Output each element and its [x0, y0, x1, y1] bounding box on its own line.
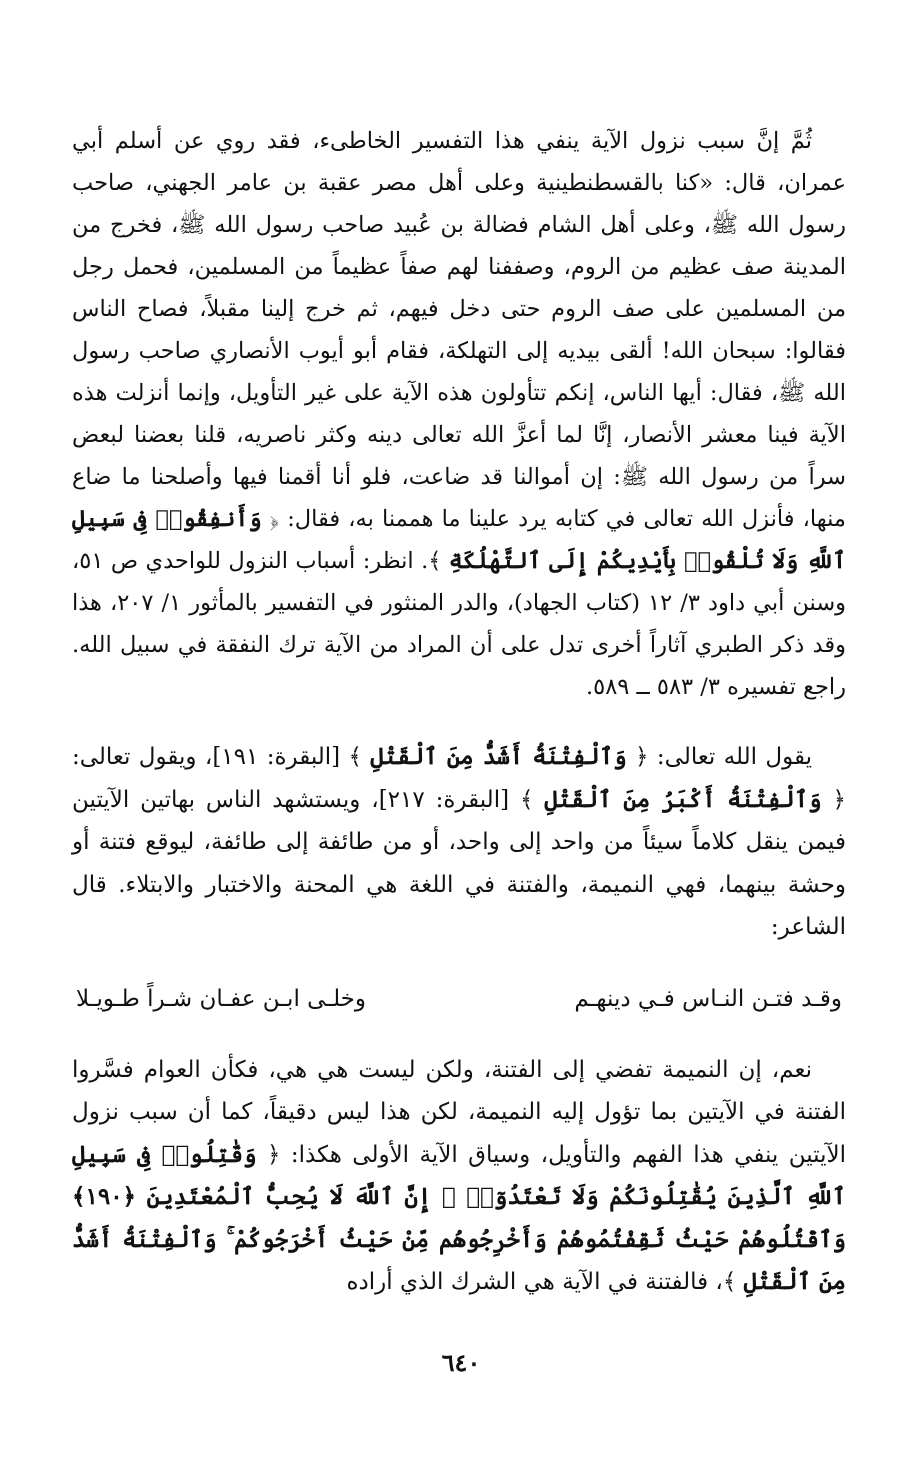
footnote-references: . انظر: أسباب النزول للواحدي ص ٥١، وسنن أبي داود ٣/ ١٢ (كتاب الجهاد)، والدر المنثور في التفسير بالمأثور ١/ ٢٠٧، هذا وقد ذكر الطبري آثاراً أخرى تدل على أن المراد من الآية ترك النفقة في سبيل الله. راجع تفسيره ٣/ ٥٨٣ ــ ٥٨٩. [72, 548, 847, 700]
ornate-bracket-open: ﴿ [832, 786, 847, 813]
verse-first-hemistich: وقـد فتـن النـاس فـي دينهـم [574, 985, 842, 1012]
ornate-bracket-close: ﴾ [519, 786, 534, 813]
quran-verse: وَأَنفِقُوا۟ فِى سَبِيلِ ٱللَّهِ وَلَا تُلْقُوا۟ بِأَيْدِيكُمْ إِلَى ٱلتَّهْلُكَةِ [72, 506, 847, 574]
body-text: [البقرة: ٢١٧]، ويستشهد الناس بهاتين الآيتين فيمن ينقل كلاماً سيئاً من واحد إلى واحد، أو من طائفة إلى طائفة، ليوقع فتنة أو وحشة بينهما، فهي النميمة، والفتنة في اللغة هي المحنة والاختبار والابتلاء. قال الشاعر: [72, 786, 846, 940]
quran-verse: وَقَٰتِلُوا۟ فِى سَبِيلِ ٱللَّهِ ٱلَّذِينَ يُقَٰتِلُونَكُمْ وَلَا تَعْتَدُوٓا۟ ۚ إِنَّ ٱللَّهَ لَا يُحِبُّ ٱلْمُعْتَدِينَ ﴿١٩٠﴾ وَٱقْتُلُوهُمْ حَيْثُ ثَقِفْتُمُوهُمْ وَأَخْرِجُوهُم مِّنْ حَيْثُ أَخْرَجُوكُمْ ۚ وَٱلْفِتْنَةُ أَشَدُّ مِنَ ٱلْقَتْلِ [72, 1140, 846, 1295]
body-paragraph [72, 1049, 846, 1304]
footnote-section [72, 120, 846, 708]
ornate-bracket-open: ﴿ [269, 506, 280, 532]
footnote-text: ثُمَّ إنَّ سبب نزول الآية ينفي هذا التفسير الخاطىء، فقد روي عن أسلم أبي عمران، قال: «كنا بالقسطنطينية وعلى أهل مصر عقبة بن عامر الجهني، صاحب رسول الله ﷺ، وعلى أهل الشام فضالة بن عُبيد صاحب رسول الله ﷺ، فخرج من المدينة صف عظيم من الروم، وصففنا لهم صفاً عظيماً من المسلمين، فحمل رجل من المسلمين على صف الروم حتى دخل فيهم، ثم خرج إلينا مقبلاً، فصاح الناس فقالوا: سبحان الله! ألقى بيديه إلى التهلكة، فقام أبو أيوب الأنصاري صاحب رسول الله ﷺ، فقال: أيها الناس، إنكم تتأولون هذه الآية على غير التأويل، وإنما أنزلت هذه الآية فينا معشر الأنصار، إنَّا لما أعزَّ الله تعالى دينه وكثر ناصريه، قلنا بعضنا لبعض سراً من رسول الله ﷺ: إن أموالنا قد ضاعت، فلو أنا أقمنا فيها وأصلحنا ما ضاع منها، فأنزل الله تعالى في كتابه يرد علينا ما هممنا به، فقال: [72, 128, 846, 532]
quran-verse: وَٱلْفِتْنَةُ أَكْبَرُ مِنَ ٱلْقَتْلِ [544, 785, 822, 813]
main-text [72, 736, 846, 1304]
ornate-bracket-close: ﴾ [428, 548, 442, 574]
body-text: ، فالفتنة في الآية هي الشرك الذي أراده [346, 1269, 723, 1295]
footnote-paragraph [72, 120, 846, 708]
poetry-verse [76, 979, 842, 1019]
ornate-bracket-close: ﴾ [722, 1269, 737, 1295]
ornate-bracket-close: ﴾ [348, 744, 363, 770]
body-paragraph [72, 736, 846, 949]
body-text: [البقرة: ١٩١]، ويقول تعالى: [72, 744, 349, 770]
ornate-bracket-open: ﴿ [266, 1141, 281, 1168]
verse-second-hemistich: وخلـى ابـن عفـان شـراً طـويـلا [76, 985, 367, 1012]
body-text: نعم، إن النميمة تفضي إلى الفتنة، ولكن ليست هي هي، فكأن العوام فسَّروا الفتنة في الآيتين بما تؤول إليه النميمة، لكن هذا ليس دقيقاً، كما أن سبب نزول الآيتين ينفي هذا الفهم والتأويل، وسياق الآية الأولى هكذا: [72, 1056, 847, 1168]
ornate-bracket-open: ﴿ [635, 744, 649, 770]
body-text: يقول الله تعالى: [648, 744, 813, 770]
quran-verse: وَٱلْفِتْنَةُ أَشَدُّ مِنَ ٱلْقَتْلِ [370, 743, 627, 770]
page-number: ٦٤٠ [441, 1348, 481, 1377]
